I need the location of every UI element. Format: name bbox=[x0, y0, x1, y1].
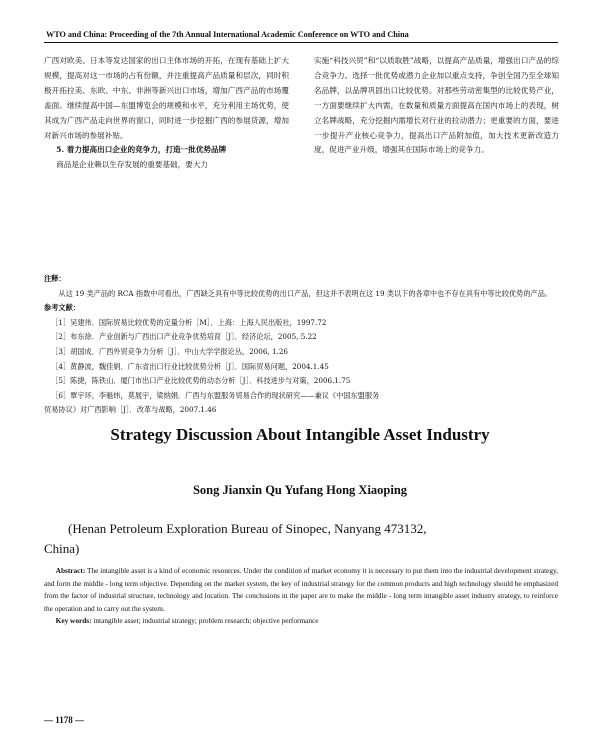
keywords-label: Key words: bbox=[55, 616, 92, 626]
section-heading: 5. 着力提高出口企业的竞争力，打造一批优势品牌 bbox=[56, 145, 227, 155]
english-title: Strategy Discussion About Intangible Asset Industry bbox=[110, 425, 490, 444]
page-number: — 1178 — bbox=[44, 715, 85, 725]
note-text: 从这 19 类产品的 RCA 指数中可看出，广西缺乏具有中等比较优势的出口产品，但这并不表明在这 19 类以下的各章中也不存在具有中等比较优势的产品。 bbox=[58, 288, 553, 298]
reference-item: ［1］吴建伟．国际贸易比较优势的定量分析［M］．上海：上海人民出版社，1997.72 bbox=[51, 317, 327, 327]
english-abstract bbox=[44, 565, 558, 628]
body-paragraph: 商品是企业赖以生存发展的重要基础，要大力 bbox=[56, 160, 209, 170]
header-rule bbox=[44, 42, 558, 43]
body-column-left bbox=[44, 54, 289, 173]
keywords-text: intangible asset; industrial strategy; problem research; objective performance bbox=[93, 616, 319, 626]
running-header: WTO and China: Proceeding of the 7th Annual International Academic Conference on WTO and China bbox=[46, 30, 409, 39]
english-authors: Song Jianxin Qu Yufang Hong Xiaoping bbox=[192, 483, 408, 497]
reference-item: ［6］覃宇环，李魁炜，莫展宇，梁纳娟．广西与东盟服务贸易合作的现状研究——兼议《中国东盟服务 bbox=[51, 390, 380, 400]
body-column-right bbox=[314, 54, 559, 158]
abstract-text: The intangible asset is a kind of economic resources. Under the condition of market economy it is necessary to put them into the industrial development strategy, and form the middle - long term objective. Depending on the market system, the key of industrial strategy for the common products and high technology should be emphasized from the factor of industrial structure, technology and location. The conclusions in the paper are to make the middle - long term intangible asset industry strategy, to reinforce the operation and to carry out the system. bbox=[44, 566, 558, 613]
reference-item: ［5］陈捷，陈铁山．厦门市出口产业比较优势的动态分析［J］．科技进步与对策，2006.1.75 bbox=[51, 376, 351, 386]
references-label: 参考文献： bbox=[44, 303, 80, 313]
keywords-paragraph bbox=[44, 615, 558, 628]
abstract-paragraph bbox=[44, 565, 558, 615]
reference-item: ［2］布东徐．产业创新与广西出口产业竞争优势培育［J］．经济论坛，2005, 5.22 bbox=[51, 332, 317, 342]
notes-label: 注释： bbox=[44, 274, 66, 283]
body-paragraph: 广西对欧美、日本等发达国家的出口主体市场的开拓，在现有基础上扩大规模，提高对这一市场的占有份额，并注重提高产品质量和层次，同时积极开拓拉美、东欧、中东、非洲等新兴出口市场，增加广西产品的市场覆盖面。继续提高中国—东盟博览会的规模和水平，充分利用主场优势，使其成为广西产品走向世界的窗口，同时进一步挖掘广西的参展货源，增加对新兴市场的参展补贴。 bbox=[44, 56, 289, 140]
body-paragraph: 实施“科技兴贸”和“以质取胜”战略，以提高产品质量，增强出口产品的综合竞争力。选择一批优势或潜力企业加以重点支持，争创全国乃至全球知名品牌，以品牌巩固出口比较优势。对那些劳动密集型的比较优势产业，一方面要继续扩大内需，在数量和质量方面提高在国内市场上的表现，树立名牌战略，充分挖掘内需增长对行业的拉动潜力；更重要的方面，要进一步提升产业核心竞争力，提高出口产品附加值，加大技术更新改造力度，促进产业升级，增强其在国际市场上的竞争力。 bbox=[314, 56, 559, 155]
affiliation-line: (Henan Petroleum Exploration Bureau of Sinopec, Nanyang 473132, bbox=[68, 521, 427, 536]
reference-item: ［4］黄静波，魏佳娟．广东省出口行业比较优势分析［J］．国际贸易问题，2004.1.45 bbox=[51, 361, 329, 371]
english-affiliation bbox=[44, 519, 560, 559]
abstract-label: Abstract: bbox=[55, 566, 86, 575]
reference-item: ［3］胡国成．广西外贸竞争力分析［J］．中山大学学报论丛，2006, 1.26 bbox=[51, 346, 288, 356]
affiliation-line: China) bbox=[44, 541, 80, 556]
reference-continuation: 贸易协议》对广西影响［J］．改革与战略，2007.1.46 bbox=[44, 405, 217, 415]
notes-section bbox=[44, 272, 558, 418]
